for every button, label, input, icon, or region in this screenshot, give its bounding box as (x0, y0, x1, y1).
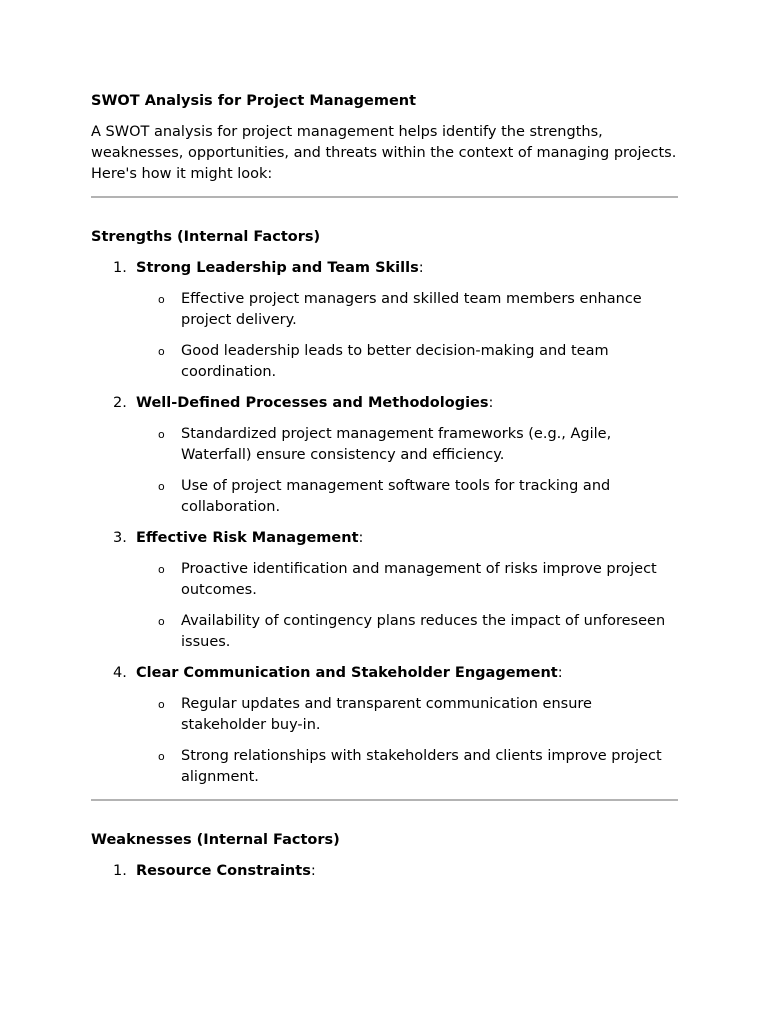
sub-list-item-text: Regular updates and transparent communication ensure stakeholder buy-in. (181, 696, 592, 733)
list-item-number: 1. (113, 260, 127, 276)
sub-list-item (136, 424, 678, 466)
sub-list-item (136, 559, 678, 601)
list-item-title: Clear Communication and Stakeholder Engagement (136, 665, 558, 681)
circle-bullet-icon: o (158, 428, 165, 441)
list-item-heading-line (136, 528, 678, 549)
document-title: SWOT Analysis for Project Management (91, 93, 417, 109)
sub-list (136, 424, 678, 518)
list-item (91, 258, 678, 383)
sub-list-item-text: Proactive identification and management of risks improve project outcomes. (181, 561, 657, 598)
list-item-heading-line (136, 663, 678, 684)
list-item (91, 663, 678, 788)
sub-list-item-text: Use of project management software tools for tracking and collaboration. (181, 478, 611, 515)
horizontal-rule (91, 196, 678, 198)
list-item-suffix: : (310, 863, 316, 879)
list-item-number: 2. (113, 395, 127, 411)
list-item-suffix: : (418, 260, 424, 276)
list-item-heading-line (136, 258, 678, 279)
circle-bullet-icon: o (158, 563, 165, 576)
list-item-heading-line (136, 861, 678, 882)
circle-bullet-icon: o (158, 698, 165, 711)
sub-list-item-text: Standardized project management frameworks (e.g., Agile, Waterfall) ensure consistency and efficiency. (181, 426, 612, 463)
list-item-suffix: : (557, 665, 563, 681)
circle-bullet-icon: o (158, 615, 165, 628)
sub-list-item-text: Good leadership leads to better decision-making and team coordination. (181, 343, 609, 380)
list-item-heading-line (136, 393, 678, 414)
sub-list-item (136, 476, 678, 518)
sub-list (136, 559, 678, 653)
list-item-title: Resource Constraints (136, 863, 311, 879)
circle-bullet-icon: o (158, 480, 165, 493)
horizontal-rule (91, 799, 678, 801)
sub-list (136, 694, 678, 788)
sub-list-item (136, 746, 678, 788)
intro-paragraph: A SWOT analysis for project management helps identify the strengths, weaknesses, opportunities, and threats within the context of managing projects. Here's how it might look: (91, 124, 677, 182)
document-page (91, 91, 678, 882)
list-item (91, 861, 678, 882)
section-heading: Strengths (Internal Factors) (91, 229, 321, 245)
sections-container (91, 196, 678, 882)
sub-list (136, 289, 678, 383)
numbered-list (91, 258, 678, 788)
circle-bullet-icon: o (158, 345, 165, 358)
list-item (91, 528, 678, 653)
list-item-number: 4. (113, 665, 127, 681)
circle-bullet-icon: o (158, 750, 165, 763)
numbered-list (91, 861, 678, 882)
list-item-title: Effective Risk Management (136, 530, 359, 546)
list-item-number: 1. (113, 863, 127, 879)
circle-bullet-icon: o (158, 293, 165, 306)
list-item-suffix: : (488, 395, 494, 411)
sub-list-item (136, 611, 678, 653)
list-item (91, 393, 678, 518)
list-item-number: 3. (113, 530, 127, 546)
sub-list-item (136, 694, 678, 736)
list-item-title: Strong Leadership and Team Skills (136, 260, 419, 276)
list-item-title: Well-Defined Processes and Methodologies (136, 395, 489, 411)
sub-list-item (136, 341, 678, 383)
sub-list-item-text: Availability of contingency plans reduces the impact of unforeseen issues. (181, 613, 666, 650)
section-heading: Weaknesses (Internal Factors) (91, 832, 340, 848)
sub-list-item-text: Effective project managers and skilled team members enhance project delivery. (181, 291, 642, 328)
sub-list-item (136, 289, 678, 331)
list-item-suffix: : (358, 530, 364, 546)
sub-list-item-text: Strong relationships with stakeholders and clients improve project alignment. (181, 748, 662, 785)
